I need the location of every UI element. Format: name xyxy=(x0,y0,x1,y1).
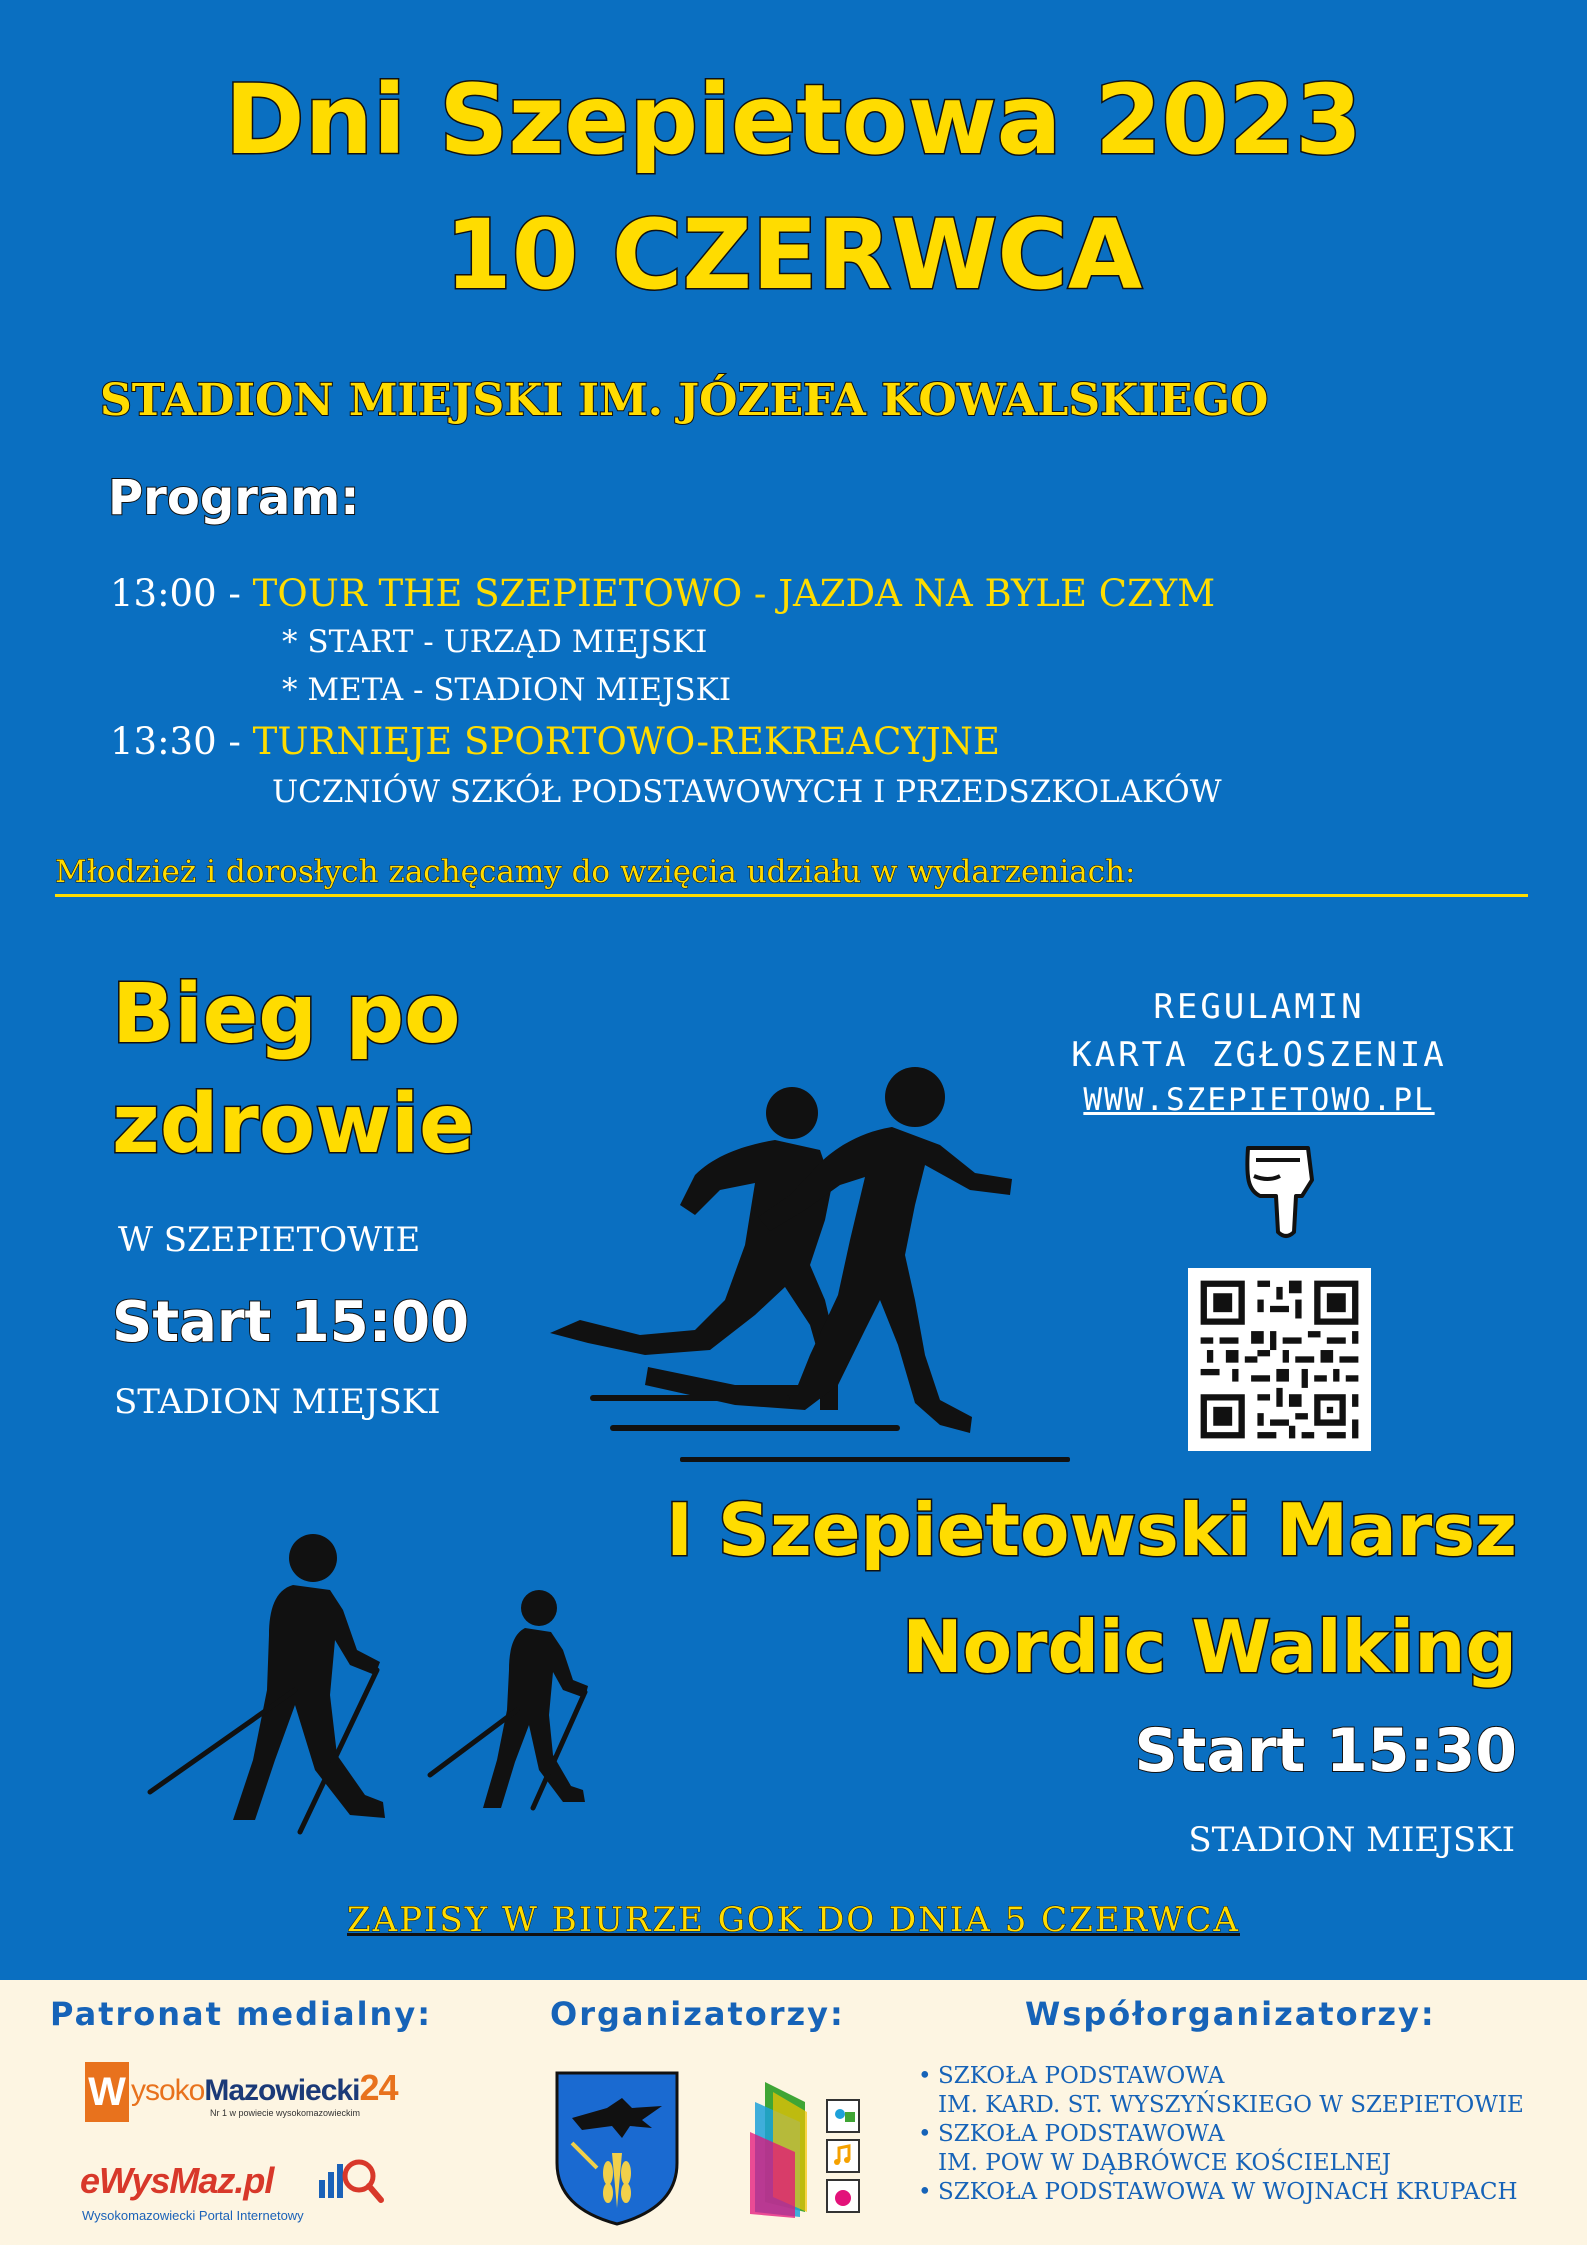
website-link[interactable]: WWW.SZEPIETOWO.PL xyxy=(1083,1082,1435,1118)
runners-silhouette xyxy=(520,1055,1080,1475)
coat-of-arms xyxy=(552,2068,682,2228)
pointing-hand-icon xyxy=(1238,1140,1322,1240)
patronat-heading: Patronat medialny: xyxy=(50,1995,432,2033)
list-item: IM. POW W DĄBRÓWCE KOŚCIELNEJ xyxy=(938,2150,1392,2176)
program-item-1 xyxy=(110,570,1215,618)
run-location: STADION MIEJSKI xyxy=(114,1382,441,1422)
gok-logo xyxy=(745,2062,875,2222)
program-item-2 xyxy=(110,718,1000,766)
program-detail: * START - URZĄD MIEJSKI xyxy=(282,624,708,660)
qr-code[interactable] xyxy=(1188,1268,1371,1451)
run-title-line2: zdrowie xyxy=(112,1077,475,1172)
page-title: Dni Szepietowa 2023 xyxy=(224,64,1363,176)
coorganizers-list xyxy=(918,2062,1524,2207)
list-item: IM. KARD. ST. WYSZYŃSKIEGO W SZEPIETOWIE xyxy=(938,2092,1524,2118)
logo-tagline: Nr 1 w powiecie wysokomazowieckim xyxy=(210,2108,361,2118)
venue: STADION MIEJSKI IM. JÓZEFA KOWALSKIEGO xyxy=(100,375,1269,426)
wysokomazowiecki24-logo[interactable] xyxy=(85,2060,398,2132)
list-item: • SZKOŁA PODSTAWOWA xyxy=(918,2121,1225,2147)
magnifier-icon xyxy=(315,2150,385,2210)
logo-letter-w: W xyxy=(85,2062,129,2122)
walk-start: Start 15:30 xyxy=(1134,1716,1517,1786)
program-heading: Program: xyxy=(108,470,360,526)
run-start: Start 15:00 xyxy=(112,1290,470,1355)
invite-text: Młodzież i dorosłych zachęcamy do wzięcia udziału w wydarzeniach: xyxy=(55,854,1136,890)
program-time: 13:30 - xyxy=(110,720,241,763)
ewysmaz-text: eWysMaz.pl xyxy=(80,2160,274,2201)
ewysmaz-tagline: Wysokomazowiecki Portal Internetowy xyxy=(82,2208,304,2223)
walk-title-line1: I Szepietowski Marsz xyxy=(666,1488,1517,1572)
walk-title-line2: Nordic Walking xyxy=(902,1605,1517,1689)
invite-underline xyxy=(55,894,1528,897)
run-title-line1: Bieg po xyxy=(112,967,461,1062)
signup-text: ZAPISY W BIURZE GOK DO DNIA 5 CZERWCA xyxy=(347,1900,1240,1940)
program-detail: UCZNIÓW SZKÓŁ PODSTAWOWYCH I PRZEDSZKOLAKÓW xyxy=(272,774,1222,810)
walk-location: STADION MIEJSKI xyxy=(1188,1820,1515,1860)
organizers-heading: Organizatorzy: xyxy=(550,1995,845,2033)
list-item: • SZKOŁA PODSTAWOWA W WOJNACH KRUPACH xyxy=(918,2179,1518,2205)
walkers-silhouette xyxy=(145,1530,605,1840)
program-title: TURNIEJE SPORTOWO-REKREACYJNE xyxy=(252,720,1001,763)
program-detail: * META - STADION MIEJSKI xyxy=(282,672,732,708)
coorganizers-heading: Współorganizatorzy: xyxy=(1025,1995,1436,2033)
entry-form-label: KARTA ZGŁOSZENIA xyxy=(1071,1035,1447,1075)
run-place: W SZEPIETOWIE xyxy=(118,1220,421,1260)
list-item: • SZKOŁA PODSTAWOWA xyxy=(918,2063,1225,2089)
program-time: 13:00 - xyxy=(110,572,241,615)
regulation-label: REGULAMIN xyxy=(1153,987,1365,1027)
logo-text-wysoko: ysokoMazowiecki24 xyxy=(131,2067,398,2108)
program-title: TOUR THE SZEPIETOWO - JAZDA NA BYLE CZYM xyxy=(252,572,1216,615)
ewysmaz-logo[interactable] xyxy=(80,2150,400,2230)
event-date: 10 CZERWCA xyxy=(444,199,1143,311)
